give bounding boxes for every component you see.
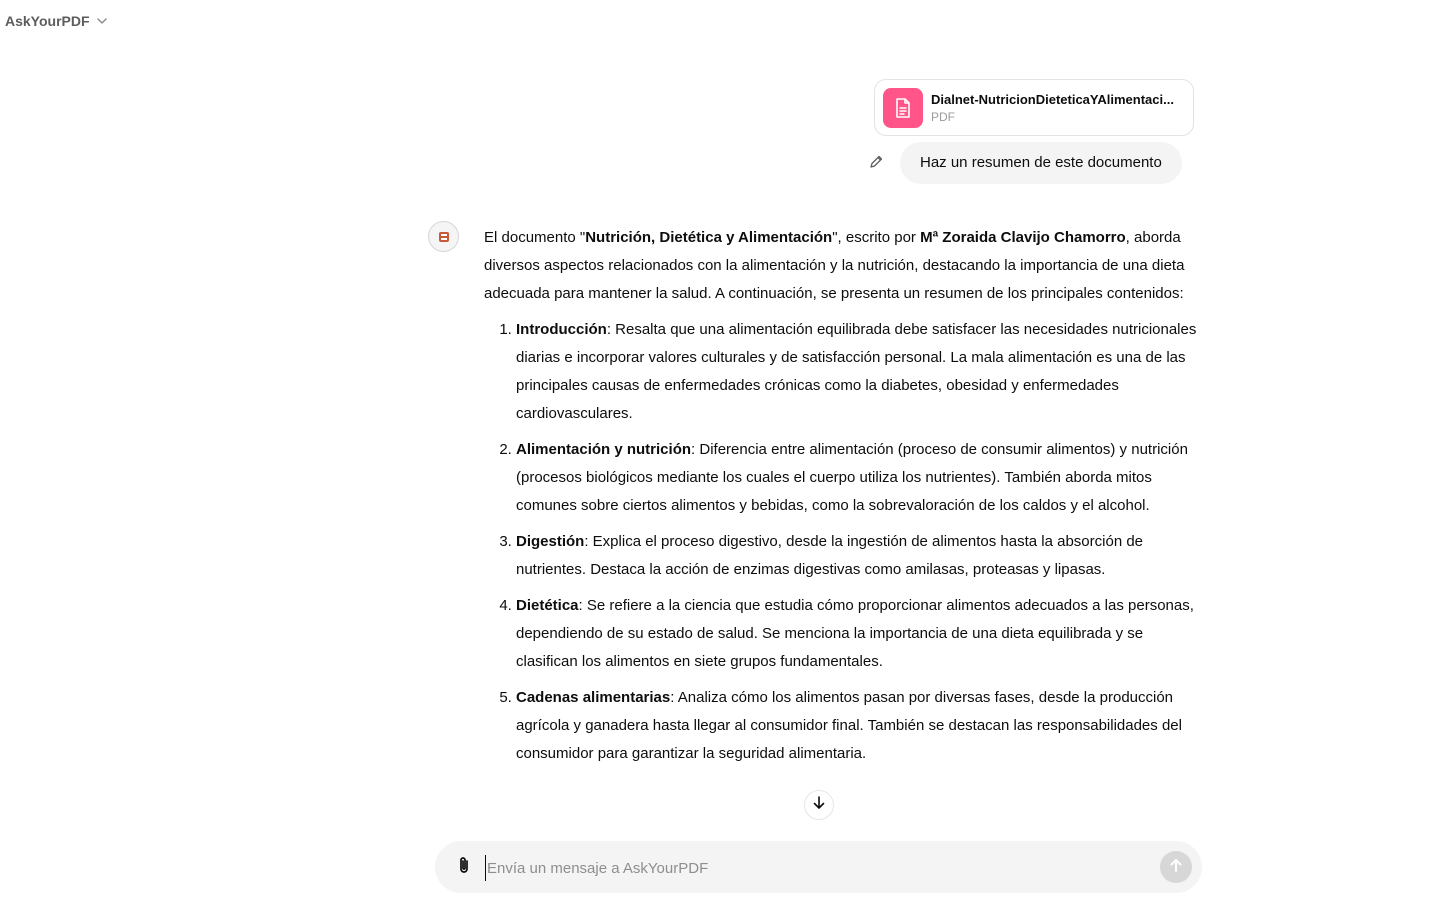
user-message: Haz un resumen de este documento: [900, 142, 1182, 184]
message-input[interactable]: [485, 855, 1139, 881]
list-item: [516, 684, 1200, 768]
document-title: Nutrición, Dietética y Alimentación: [585, 229, 833, 246]
list-item: [516, 528, 1200, 584]
intro-text: El documento ": [484, 229, 586, 246]
send-button[interactable]: [1160, 851, 1192, 883]
list-item-title: Dietética: [516, 597, 579, 614]
arrow-down-icon: [811, 795, 827, 816]
attachment-type: PDF: [931, 109, 955, 124]
author-name: Mª Zoraida Clavijo Chamorro: [920, 229, 1126, 246]
pencil-icon: [868, 154, 884, 175]
intro-text: , aborda diversos aspectos relacionados con la alimentación y la nutrición, destacando la importancia de una dieta adecuada para mantener la salud. A continuación, se presenta un resumen de los principales contenidos:: [484, 229, 1185, 302]
chevron-down-icon: [96, 15, 108, 27]
list-item: [516, 316, 1200, 428]
content-fade: [420, 826, 1220, 840]
summary-intro: [484, 224, 1200, 308]
list-item: [516, 436, 1200, 520]
summary-list: [484, 316, 1200, 768]
edit-message-button[interactable]: [866, 154, 886, 174]
model-selector[interactable]: [5, 13, 108, 29]
list-item-title: Alimentación y nutrición: [516, 441, 692, 458]
paperclip-icon: [456, 855, 472, 880]
attachment-name: Dialnet-NutricionDieteticaYAlimentaci...: [931, 91, 1174, 107]
list-item: [516, 592, 1200, 676]
assistant-message: [484, 224, 1200, 776]
list-item-text: : Diferencia entre alimentación (proceso de consumir alimentos) y nutrición (procesos biológicos mediante los cuales el cuerpo utiliza los nutrientes). También aborda mitos comunes sobre ciertos alimentos y bebidas, como la sobrevaloración de los caldos y el alcohol.: [516, 441, 1188, 514]
attach-button[interactable]: [453, 855, 475, 879]
list-item-text: : Resalta que una alimentación equilibrada debe satisfacer las necesidades nutricionales diarias e incorporar valores culturales y de satisfacción personal. La mala alimentación es una de las principales causas de enfermedades crónicas como la diabetes, obesidad y enfermedades cardiovasculares.: [516, 321, 1197, 422]
attachment-card[interactable]: [874, 79, 1194, 136]
app-title: AskYourPDF: [5, 13, 90, 29]
list-item-text: : Explica el proceso digestivo, desde la ingestión de alimentos hasta la absorción de nutrientes. Destaca la acción de enzimas digestivas como amilasas, proteasas y lipasas.: [516, 533, 1144, 578]
scroll-to-bottom-button[interactable]: [804, 790, 834, 820]
list-item-text: : Se refiere a la ciencia que estudia cómo proporcionar alimentos adecuados a las personas, dependiendo de su estado de salud. Se menciona la importancia de una dieta equilibrada y se clasifican los alimentos en siete grupos fundamentales.: [516, 597, 1194, 670]
assistant-avatar: [428, 221, 459, 252]
list-item-title: Introducción: [516, 321, 607, 338]
document-icon: [883, 88, 923, 128]
list-item-title: Digestión: [516, 533, 585, 550]
list-item-title: Cadenas alimentarias: [516, 689, 671, 706]
intro-text: ", escrito por: [832, 229, 921, 246]
list-item-text: : Analiza cómo los alimentos pasan por diversas fases, desde la producción agrícola y ganadera hasta llegar al consumidor final. También se destacan las responsabilidades del consumidor para garantizar la seguridad alimentaria.: [516, 689, 1182, 762]
arrow-up-icon: [1168, 857, 1184, 878]
message-composer: [435, 841, 1202, 893]
